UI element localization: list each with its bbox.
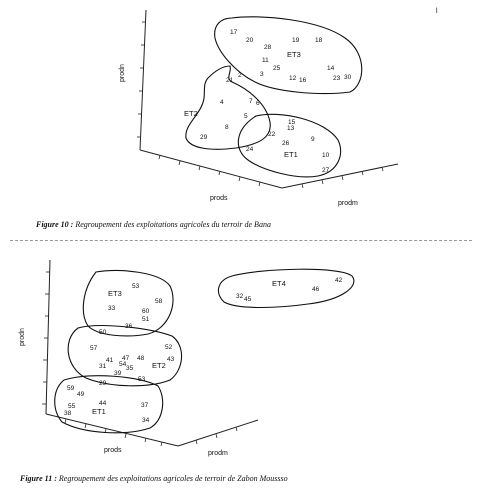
fig11-group-label-et4: ET4 xyxy=(272,279,286,288)
fig11-axis-label-front: prods xyxy=(104,447,122,454)
fig10-point: 8 xyxy=(225,124,229,131)
figure-10-title: Regroupement des exploitations agricoles du terroir de Bana xyxy=(75,220,271,229)
fig10-point: 16 xyxy=(299,77,307,84)
fig11-point: 60 xyxy=(142,308,150,315)
fig10-point: 4 xyxy=(220,99,224,106)
fig10-point: 6 xyxy=(256,100,260,107)
fig11-point: 36 xyxy=(125,323,133,330)
fig10-group-label-et3: ET3 xyxy=(287,50,301,59)
fig10-front-axis xyxy=(140,150,282,188)
fig10-points-et2 xyxy=(184,72,260,141)
fig11-point: 48 xyxy=(137,355,145,362)
fig10-axis-label-vertical: prodn xyxy=(119,64,126,82)
fig11-point: 49 xyxy=(77,391,85,398)
fig10-axis-label-front: prods xyxy=(210,195,228,202)
fig11-point: 39 xyxy=(114,370,122,377)
fig10-axis-label-depth: prodm xyxy=(338,200,358,207)
fig10-point: 28 xyxy=(264,44,272,51)
fig10-point: 5 xyxy=(244,113,248,120)
fig11-point: 58 xyxy=(155,298,163,305)
fig11-point: 51 xyxy=(142,316,150,323)
fig11-point: 53 xyxy=(132,283,140,290)
figure-10-caption xyxy=(36,220,271,229)
fig11-front-axis xyxy=(46,414,178,446)
fig11-point: 44 xyxy=(99,400,107,407)
fig10-point: 10 xyxy=(322,152,330,159)
figure-11-axes xyxy=(46,260,258,446)
fig10-point: 26 xyxy=(282,140,290,147)
fig10-point: 29 xyxy=(200,134,208,141)
fig10-point: 2 xyxy=(238,72,242,79)
fig11-point: 35 xyxy=(126,365,134,372)
fig11-point: 33 xyxy=(108,305,116,312)
fig11-point: 37 xyxy=(141,402,149,409)
figure-10-number: Figure 10 : xyxy=(36,220,74,229)
fig10-point: 27 xyxy=(322,167,330,174)
fig11-point: 57 xyxy=(90,345,98,352)
fig11-point: 47 xyxy=(122,355,130,362)
page-mark: l xyxy=(436,8,438,15)
fig11-point: 29 xyxy=(99,380,107,387)
fig11-depth-axis xyxy=(178,420,258,446)
fig11-vertical-axis xyxy=(46,260,50,414)
fig11-point: 52 xyxy=(165,344,173,351)
fig10-point: 25 xyxy=(273,65,281,72)
figure-11-caption xyxy=(20,474,288,483)
fig11-point: 59 xyxy=(67,385,75,392)
fig10-point: 14 xyxy=(327,65,335,72)
fig11-point: 38 xyxy=(64,410,72,417)
fig11-point: 46 xyxy=(312,286,320,293)
fig11-cluster-et4 xyxy=(218,269,353,307)
fig11-group-label-et1: ET1 xyxy=(92,407,106,416)
fig10-point: 23 xyxy=(333,75,341,82)
fig11-point: 55 xyxy=(68,403,76,410)
fig10-point: 15 xyxy=(288,119,296,126)
fig10-point: 19 xyxy=(292,37,300,44)
fig10-point: 18 xyxy=(315,37,323,44)
fig11-axis-label-vertical: prodn xyxy=(19,328,26,346)
fig10-point: 30 xyxy=(344,74,352,81)
fig10-depth-axis xyxy=(282,164,398,188)
figure-10-axes xyxy=(140,10,398,188)
fig11-point: 43 xyxy=(167,356,175,363)
fig10-point: 13 xyxy=(287,125,295,132)
figure-11-plot xyxy=(0,250,484,480)
fig11-point: 41 xyxy=(106,357,114,364)
fig11-point: 54 xyxy=(119,361,127,368)
fig10-vertical-axis xyxy=(140,10,146,150)
fig11-points-et1 xyxy=(64,380,150,424)
fig11-points-et4 xyxy=(236,277,343,303)
fig11-axis-label-depth: prodm xyxy=(208,450,228,457)
fig10-point: 24 xyxy=(246,146,254,153)
fig11-points-et3 xyxy=(108,283,163,330)
fig11-group-label-et2: ET2 xyxy=(152,361,166,370)
fig10-point: 12 xyxy=(289,75,297,82)
figure-11-number: Figure 11 : xyxy=(20,474,57,483)
fig10-point: 20 xyxy=(246,37,254,44)
fig10-points-et3 xyxy=(230,29,352,84)
fig11-point: 32 xyxy=(236,293,244,300)
fig10-ticks xyxy=(137,22,383,188)
fig10-group-label-et1: ET1 xyxy=(284,150,298,159)
figure-separator xyxy=(10,240,472,241)
fig11-point: 53 xyxy=(138,376,146,383)
fig11-group-label-et3: ET3 xyxy=(108,289,122,298)
fig11-point: 50 xyxy=(99,329,107,336)
fig10-point: 7 xyxy=(249,98,253,105)
fig10-point: 3 xyxy=(260,71,264,78)
fig11-points-et2 xyxy=(90,329,175,383)
fig10-point: 22 xyxy=(268,131,276,138)
fig10-point: 17 xyxy=(230,29,238,36)
fig10-point: 21 xyxy=(226,77,234,84)
fig10-point: 11 xyxy=(262,57,269,64)
fig10-point: 9 xyxy=(311,136,315,143)
fig10-group-label-et2: ET2 xyxy=(184,109,198,118)
fig11-point: 34 xyxy=(142,417,150,424)
fig11-point: 42 xyxy=(335,277,343,284)
figure-11-title: Regroupement des exploitations agricoles de terroir de Zabon Moussso xyxy=(58,474,288,483)
fig11-point: 31 xyxy=(99,363,107,370)
figure-10-plot xyxy=(0,0,484,250)
fig11-point: 45 xyxy=(244,296,252,303)
